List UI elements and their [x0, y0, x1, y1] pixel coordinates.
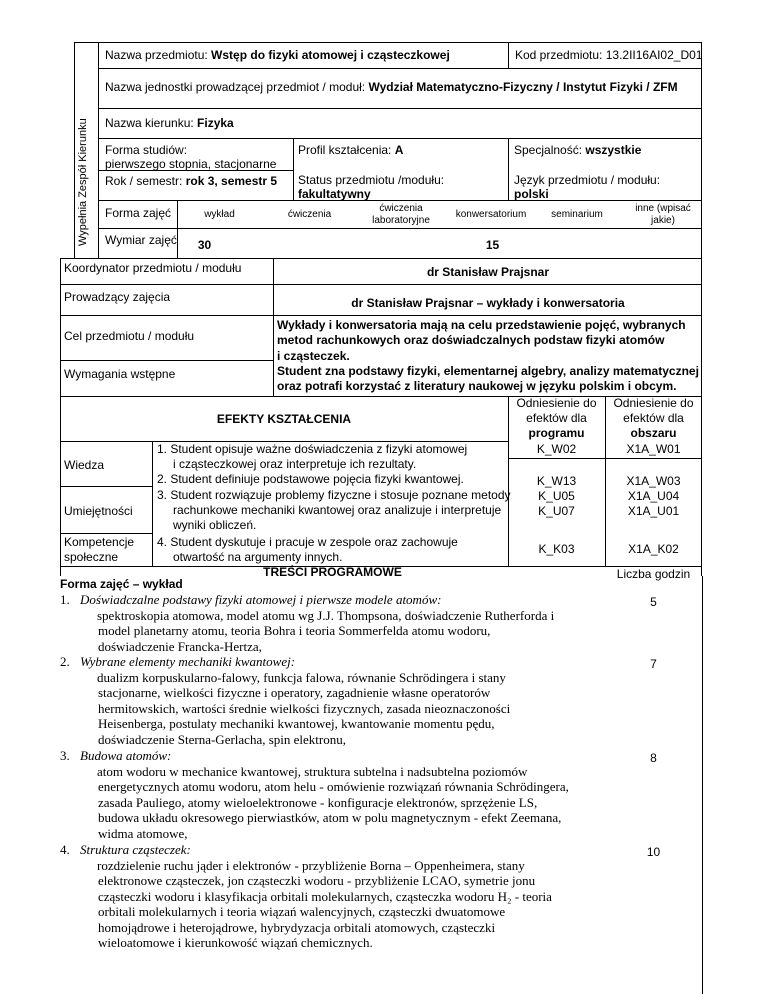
- right-border: [702, 576, 703, 994]
- unit-value: Wydział Matematyczno-Fizyczny / Instytut Fizyki / ZFM: [368, 80, 678, 94]
- coordinator-value: dr Stanisław Prajsnar: [426, 265, 550, 279]
- content-item-line: doświadczenie Francka-Hertza,: [98, 638, 262, 654]
- outcome-line: wyniki obliczeń.: [173, 518, 257, 532]
- language-value: polski: [514, 187, 549, 201]
- content-item-line: cząsteczki wodoru i klasyfikacja orbitali molekularnych, cząsteczka wodoru H₂ - teoria: [98, 888, 552, 904]
- profile-field: [298, 143, 403, 158]
- year-field: [105, 174, 277, 189]
- content-item-line: spektroskopia atomowa, model atomu wg J.J. Thompsona, doświadczenie Rutherforda i: [97, 607, 555, 623]
- form-lab: ćwiczenia laboratoryjne: [372, 203, 430, 226]
- content-item-title: Struktura cząsteczek:: [80, 842, 191, 857]
- content-item-line: atom wodoru w mechanice kwantowej, struktura subtelna i nadsubtelna poziomów: [97, 763, 528, 779]
- content-item-hours: 7: [650, 657, 657, 671]
- form-exercises: ćwiczenia: [287, 209, 332, 220]
- teachers-value: dr Stanisław Prajsnar – wykłady i konwersatoria: [351, 296, 625, 310]
- hours-lecture: 30: [197, 238, 212, 252]
- content-item-line: doświadczenie Sterna-Gerlacha, spin elektronu,: [98, 731, 346, 747]
- area-ref: X1A_W01: [626, 442, 681, 456]
- col-program-line: Odniesienie do: [516, 396, 597, 410]
- area-ref: X1A_K02: [628, 542, 679, 556]
- hours-konwersatorium: 15: [485, 238, 500, 252]
- study-form-label: Forma studiów:: [105, 143, 188, 157]
- goal-line-2: metod rachunkowych oraz doświadczalnych podstaw fizyki atomów: [277, 333, 665, 347]
- prereq-line-1: Student zna podstawy fizyki, elementarnej algebry, analizy matematycznej: [277, 364, 699, 378]
- teachers-label: Prowadzący zajęcia: [64, 290, 171, 304]
- form-other: inne (wpisać jakie): [635, 203, 691, 226]
- outcome-line: 1. Student opisuje ważne doświadczenia z fizyki atomowej: [157, 442, 468, 456]
- col-program-line: efektów dla: [526, 411, 587, 425]
- year-value: rok 3, semestr 5: [185, 174, 278, 188]
- study-form-value: pierwszego stopnia, stacjonarne: [105, 157, 277, 171]
- specialty-value: wszystkie: [585, 143, 642, 157]
- field-label: Nazwa kierunku:: [105, 116, 198, 130]
- coordinator-label: Koordynator przedmiotu / modułu: [64, 261, 242, 275]
- field-name: [105, 116, 234, 131]
- area-ref: X1A_U04: [627, 489, 680, 503]
- specialty-field: [514, 143, 641, 158]
- prog-ref: K_K03: [538, 542, 575, 556]
- profile-value: A: [394, 143, 404, 157]
- form-lecture: wykład: [204, 209, 235, 220]
- category-competences-2: społeczne: [64, 550, 119, 564]
- area-ref: X1A_W03: [626, 474, 681, 488]
- content-item-title: Budowa atomów:: [80, 748, 172, 763]
- outcomes-col-program: [508, 396, 605, 441]
- outcome-line: 4. Student dyskutuje i pracuje w zespole oraz zachowuje: [157, 535, 458, 549]
- content-item-line: wieloatomowe i kierunkowość wiązań chemicznych.: [98, 935, 373, 950]
- content-item-line: zasada Pauliego, atomy wieloelektronowe - konfiguracje elektronów, sprzężenie LS,: [98, 794, 538, 810]
- status-label: Status przedmiotu /modułu:: [298, 173, 445, 187]
- content-item-hours: 10: [646, 845, 661, 859]
- outcome-line: otwartość na argumenty innych.: [173, 550, 343, 564]
- content-item-title: Wybrane elementy mechaniki kwantowej:: [80, 654, 296, 669]
- prog-ref: K_W02: [536, 442, 577, 456]
- content-item-line: energetycznych atomu wodoru, atom helu - omówienie rozwiązań równania Schrödingera,: [98, 779, 569, 794]
- content-item-line: widma atomowe,: [98, 825, 188, 841]
- content-item-number: 3.: [60, 748, 70, 763]
- divider: [508, 458, 702, 459]
- col-area-line: efektów dla: [623, 411, 684, 425]
- content-item-line: dualizm korpuskularno-falowy, funkcja falowa, równanie Schrödingera i stany: [97, 669, 506, 685]
- unit-field: [105, 80, 678, 95]
- subject-field: [105, 48, 450, 63]
- hours-title: Liczba godzin: [616, 567, 691, 581]
- content-item-number: 4.: [60, 842, 70, 857]
- form-konwersatorium: konwersatorium: [455, 209, 527, 220]
- content-item-line: elektronowe cząsteczek, jon cząsteczki wodoru - przybliżenie LCAO, symetrie jonu: [98, 873, 536, 888]
- year-label: Rok / semestr:: [105, 174, 186, 188]
- category-knowledge: Wiedza: [64, 458, 105, 472]
- outcomes-col-area: [605, 396, 702, 441]
- divider: [60, 486, 152, 487]
- section-title: Forma zajęć – wykład: [60, 577, 183, 591]
- form-seminar: seminarium: [551, 209, 603, 220]
- subject-value: Wstęp do fizyki atomowej i cząsteczkowej: [211, 48, 450, 62]
- content-item-line: orbitali molekularnych i teoria wiązań walencyjnych, cząsteczki dwuatomowe: [98, 904, 506, 919]
- forms-label: Forma zajęć: [105, 206, 172, 220]
- prereq-label: Wymagania wstępne: [64, 367, 176, 381]
- status-value: fakultatywny: [298, 187, 371, 201]
- area-ref: X1A_U01: [627, 504, 680, 518]
- content-item-line: Heisenberga, postulaty mechaniki kwantowej, kwantowanie momentu pędu,: [98, 716, 495, 731]
- language-label: Język przedmiotu / modułu:: [514, 173, 661, 187]
- col-area-line: Odniesienie do: [613, 396, 694, 410]
- content-item-line: homojądrowe i heterojądrowe, hybrydyzacja orbitali atomowych, cząsteczki: [98, 919, 496, 935]
- content-item-line: stacjonarne, wielkości fizyczne i operatory, zagadnienie własne operatorów: [98, 685, 491, 700]
- outcome-line: 3. Student rozwiązuje problemy fizyczne i stosuje poznane metody: [157, 488, 511, 502]
- content-item-number: 1.: [60, 592, 70, 607]
- divider: [60, 533, 152, 534]
- hours-label: Wymiar zajęć: [105, 233, 177, 247]
- specialty-label: Specjalność:: [514, 143, 586, 157]
- content-item-hours: 8: [650, 751, 657, 765]
- content-item-line: rozdzielenie ruchu jąder i elektronów - przybliżenie Borna – Oppenheimera, stany: [97, 857, 525, 873]
- goal-line-1: Wykłady i konwersatoria mają na celu przedstawienie pojęć, wybranych: [277, 318, 686, 332]
- col-program-line: programu: [528, 426, 585, 440]
- prog-ref: K_W13: [536, 474, 577, 488]
- divider: [152, 441, 153, 566]
- prereq-line-2: oraz potrafi korzystać z literatury naukowej w języku polskim i obcym.: [277, 379, 677, 393]
- content-item-number: 2.: [60, 654, 70, 669]
- content-item-hours: 5: [650, 595, 657, 609]
- content-title: TREŚCI PROGRAMOWE: [263, 565, 402, 579]
- unit-label: Nazwa jednostki prowadzącej przedmiot / moduł:: [105, 80, 369, 94]
- outcome-line: 2. Student definiuje podstawowe pojęcia fizyki kwantowej.: [157, 472, 464, 486]
- content-item-line: budowa układu okresowego pierwiastków, atom w polu magnetycznym - efekt Zeemana,: [98, 810, 562, 825]
- prog-ref: K_U07: [538, 504, 575, 518]
- col-area-line: obszaru: [630, 426, 677, 440]
- divider: [508, 139, 509, 201]
- divider: [508, 42, 509, 69]
- profile-label: Profil kształcenia:: [298, 143, 395, 157]
- content-item-title: Doświadczalne podstawy fizyki atomowej i pierwsze modele atomów:: [80, 592, 442, 607]
- content-item-line: hermitowskich, wartości średnie wielkości fizycznych, zasada nieoznaczoności: [98, 700, 511, 716]
- prog-ref: K_U05: [538, 489, 575, 503]
- outcomes-title: EFEKTY KSZTAŁCENIA: [216, 412, 352, 426]
- goal-label: Cel przedmiotu / modułu: [64, 329, 195, 343]
- subject-code: Kod przedmiotu: 13.2II16AI02_D01: [515, 48, 703, 62]
- category-competences: Kompetencje: [64, 535, 135, 549]
- goal-line-3: i cząsteczek.: [277, 349, 350, 363]
- divider: [293, 139, 294, 201]
- outcome-line: rachunkowe mechaniki kwantowej oraz analizuje i interpretuje: [173, 503, 502, 517]
- field-value: Fizyka: [197, 116, 234, 130]
- content-item-line: model planetarny atomu, teoria Bohra i teoria Sommerfelda atomu wodoru,: [98, 623, 491, 638]
- side-label: Wypełnia Zespół Kierunku: [77, 118, 89, 246]
- category-skills: Umiejętności: [64, 504, 133, 518]
- subject-label: Nazwa przedmiotu:: [105, 48, 212, 62]
- outcome-line: i cząsteczkowej oraz interpretuje ich rezultaty.: [173, 457, 417, 471]
